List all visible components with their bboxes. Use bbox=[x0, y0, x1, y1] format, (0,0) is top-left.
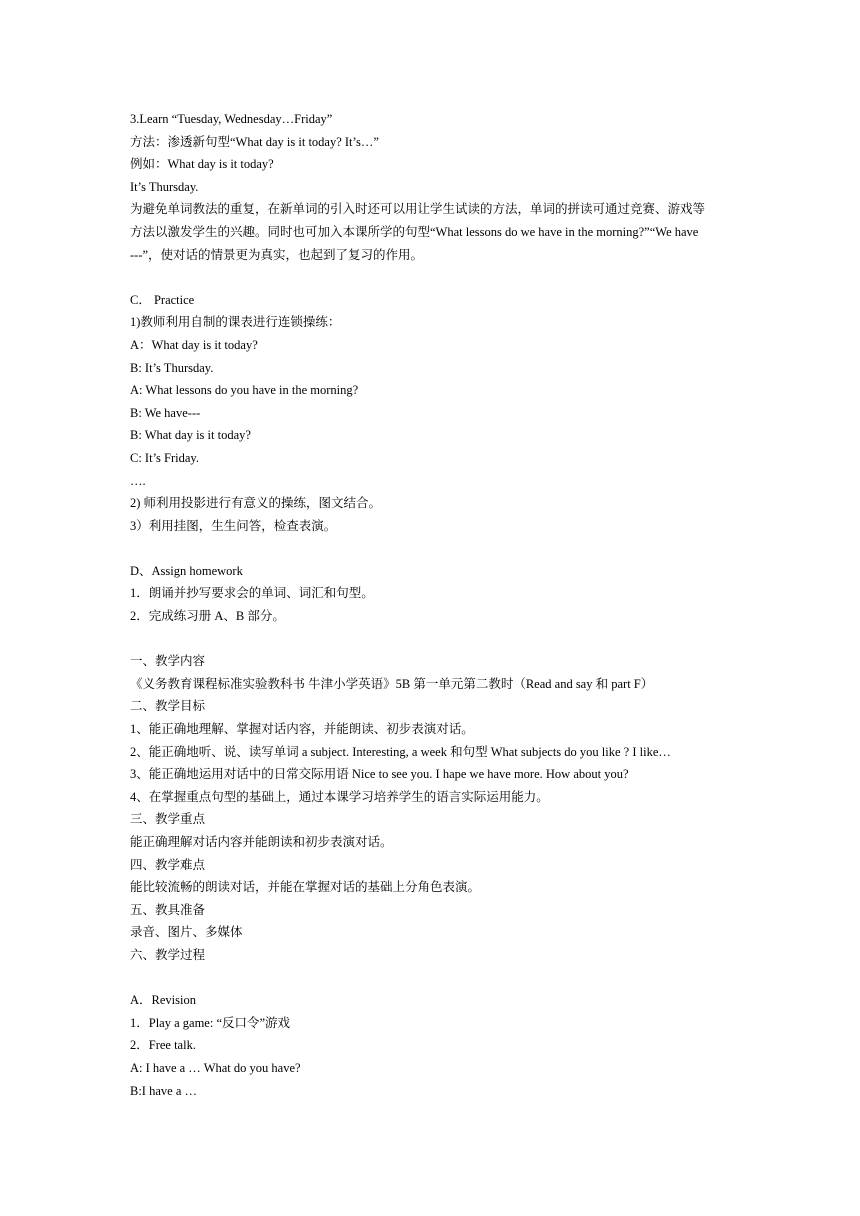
text-line: 1)教师利用自制的课表进行连锁操练： bbox=[130, 315, 341, 330]
blank-line bbox=[130, 967, 740, 990]
text-line: 2) 师利用投影进行有意义的操练，图文结合。 bbox=[130, 496, 382, 511]
text-line: 3.Learn “Tuesday, Wednesday…Friday” bbox=[130, 112, 333, 126]
dialogue-line: A: I have a … What do you have? bbox=[130, 1060, 301, 1075]
dialogue-line: B: It’s Thursday. bbox=[130, 360, 214, 375]
text-line: 能比较流畅的朗读对话，并能在掌握对话的基础上分角色表演。 bbox=[130, 880, 481, 895]
text-line: 能正确理解对话内容并能朗读和初步表演对话。 bbox=[130, 835, 393, 849]
dialogue-line: B: What day is it today? bbox=[130, 428, 251, 443]
text-line: 2．Free talk. bbox=[130, 1038, 196, 1053]
section-heading: 一、教学内容 bbox=[130, 654, 206, 669]
text-line: 方法以激发学生的兴趣。同时也可加入本课所学的句型“What lessons do we have in the morning?”“We have bbox=[130, 224, 699, 239]
text-line: 2．完成练习册 A、B 部分。 bbox=[130, 609, 285, 624]
text-line: 4、在掌握重点句型的基础上，通过本课学习培养学生的语言实际运用能力。 bbox=[130, 789, 549, 804]
text-line: 3、能正确地运用对话中的日常交际用语 Nice to see you. I hape we have more. How about you? bbox=[130, 767, 629, 782]
text-line: 方法：渗透新句型“What day is it today? It’s…” bbox=[130, 134, 379, 149]
section-heading: 三、教学重点 bbox=[130, 812, 206, 827]
dialogue-line: A: What lessons do you have in the morning? bbox=[130, 383, 359, 398]
text-line: 录音、图片、多媒体 bbox=[130, 925, 243, 940]
text-line: 2、能正确地听、说、读写单词 a subject. Interesting, a week 和句型 What subjects do you like ? I like… bbox=[130, 744, 671, 759]
section-heading: 二、教学目标 bbox=[130, 699, 206, 714]
text-line: It’s Thursday. bbox=[130, 179, 199, 194]
text-line: 例如：What day is it today? bbox=[130, 157, 274, 172]
text-line: 为避免单词教法的重复，在新单词的引入时还可以用让学生试读的方法，单词的拼读可通过竞赛、游戏等 bbox=[130, 202, 706, 217]
dialogue-line: B:I have a … bbox=[130, 1083, 197, 1098]
section-heading: 六、教学过程 bbox=[130, 947, 206, 962]
dialogue-line: B: We have--- bbox=[130, 405, 201, 420]
section-heading: C． Practice bbox=[130, 292, 195, 307]
blank-line bbox=[130, 628, 740, 651]
dialogue-line: A：What day is it today? bbox=[130, 337, 258, 352]
text-line: 《义务教育课程标准实验教科书 牛津小学英语》5B 第一单元第二教时（Read and say 和 part F） bbox=[130, 676, 654, 691]
section-heading: 四、教学难点 bbox=[130, 857, 206, 872]
text-line: …. bbox=[130, 473, 146, 488]
section-heading: 五、教具准备 bbox=[130, 902, 206, 917]
blank-line bbox=[130, 537, 740, 560]
text-line: 1．Play a game: “反口令”游戏 bbox=[130, 1015, 291, 1030]
text-line: 1．朗诵并抄写要求会的单词、词汇和句型。 bbox=[130, 586, 374, 601]
text-line: 1、能正确地理解、掌握对话内容，并能朗读、初步表演对话。 bbox=[130, 722, 474, 737]
blank-line bbox=[130, 266, 740, 289]
dialogue-line: C: It’s Friday. bbox=[130, 450, 199, 465]
section-heading: A．Revision bbox=[130, 993, 196, 1008]
text-line: 3）利用挂图，生生问答，检查表演。 bbox=[130, 518, 337, 533]
section-heading: D、Assign homework bbox=[130, 563, 243, 578]
document-body bbox=[130, 108, 740, 1102]
text-line: ---”，使对话的情景更为真实，也起到了复习的作用。 bbox=[130, 247, 424, 262]
